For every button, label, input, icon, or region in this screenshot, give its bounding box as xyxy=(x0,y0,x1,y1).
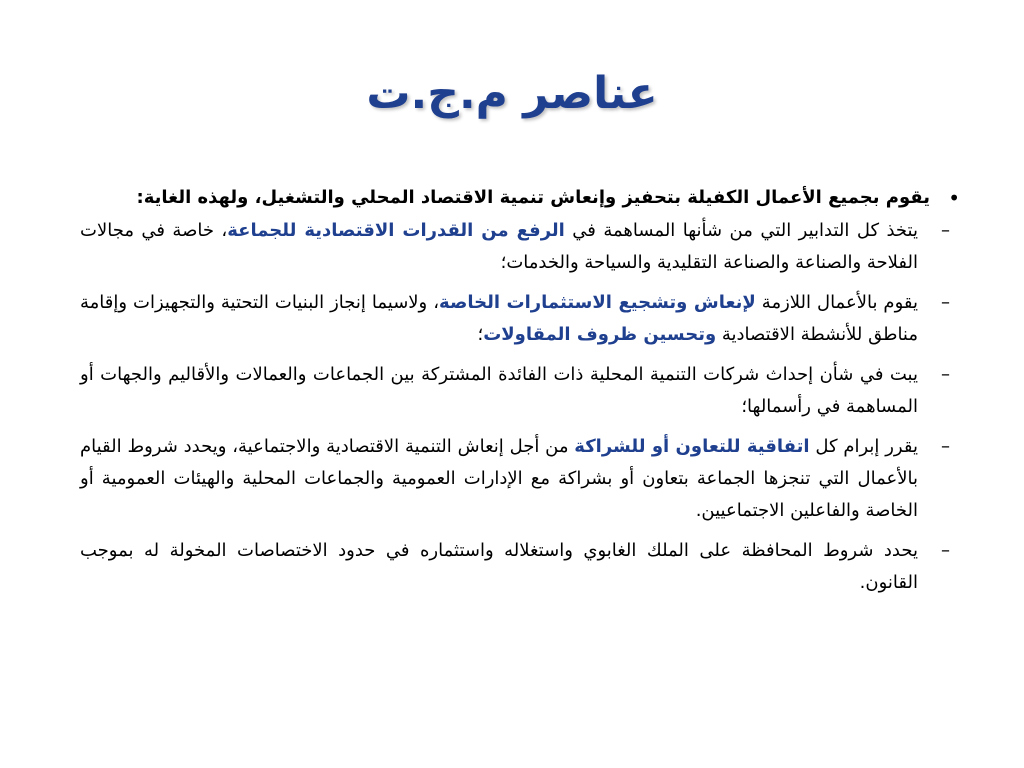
main-bullet-text: يقوم بجميع الأعمال الكفيلة بتحفيز وإنعاش تنمية الاقتصاد المحلي والتشغيل، ولهذه الغاية: xyxy=(136,187,930,208)
list-item-4 xyxy=(80,431,960,527)
item-text: ، ولاسيما إنجاز البنيات التحتية والتجهيزات وإقامة مناطق للأنشطة الاقتصادية xyxy=(80,292,918,345)
highlighted-phrase: اتفاقية للتعاون أو للشراكة xyxy=(574,436,810,457)
item-text: ، خاصة في مجالات الفلاحة والصناعة والصناعة التقليدية والسياحة والخدمات؛ xyxy=(80,220,918,273)
item-text: ؛ xyxy=(477,324,484,345)
highlighted-phrase: الرفع من القدرات الاقتصادية للجماعة xyxy=(227,220,565,241)
dash-icon: – xyxy=(941,364,950,385)
dash-icon: – xyxy=(941,436,950,457)
dash-icon: – xyxy=(941,540,950,561)
item-text: يقوم بالأعمال اللازمة xyxy=(755,292,918,313)
slide-content xyxy=(80,183,960,607)
bullet-icon: • xyxy=(948,186,960,210)
item-text: يتخذ كل التدابير التي من شأنها المساهمة في xyxy=(564,220,918,241)
item-text: يحدد شروط المحافظة على الملك الغابوي واستغلاله واستثماره في حدود الاختصاصات المخولة له بموجب القانون. xyxy=(80,540,918,593)
dash-icon: – xyxy=(941,292,950,313)
item-text: يبت في شأن إحداث شركات التنمية المحلية ذات الفائدة المشتركة بين الجماعات والعمالات والأقاليم والجهات أو المساهمة في رأسمالها؛ xyxy=(80,364,918,417)
highlighted-phrase: وتحسين ظروف المقاولات xyxy=(483,324,717,345)
list-item-5 xyxy=(80,535,960,599)
item-text: من أجل إنعاش التنمية الاقتصادية والاجتماعية، ويحدد شروط القيام بالأعمال التي تنجزها الجماعة بتعاون أو بشراكة مع الإدارات العمومية والجماعات المحلية والهيئات العمومية أو الخاصة والفاعلين الاجتماعيين. xyxy=(80,436,918,521)
dash-icon: – xyxy=(941,220,950,241)
list-item-2 xyxy=(80,287,960,351)
highlighted-phrase: لإنعاش وتشجيع الاستثمارات الخاصة xyxy=(439,292,756,313)
item-text: يقرر إبرام كل xyxy=(809,436,918,457)
list-item-3 xyxy=(80,359,960,423)
list-item-1 xyxy=(80,215,960,279)
slide-title: عناصر م.ج.ت xyxy=(366,68,658,119)
main-bullet xyxy=(80,183,960,213)
